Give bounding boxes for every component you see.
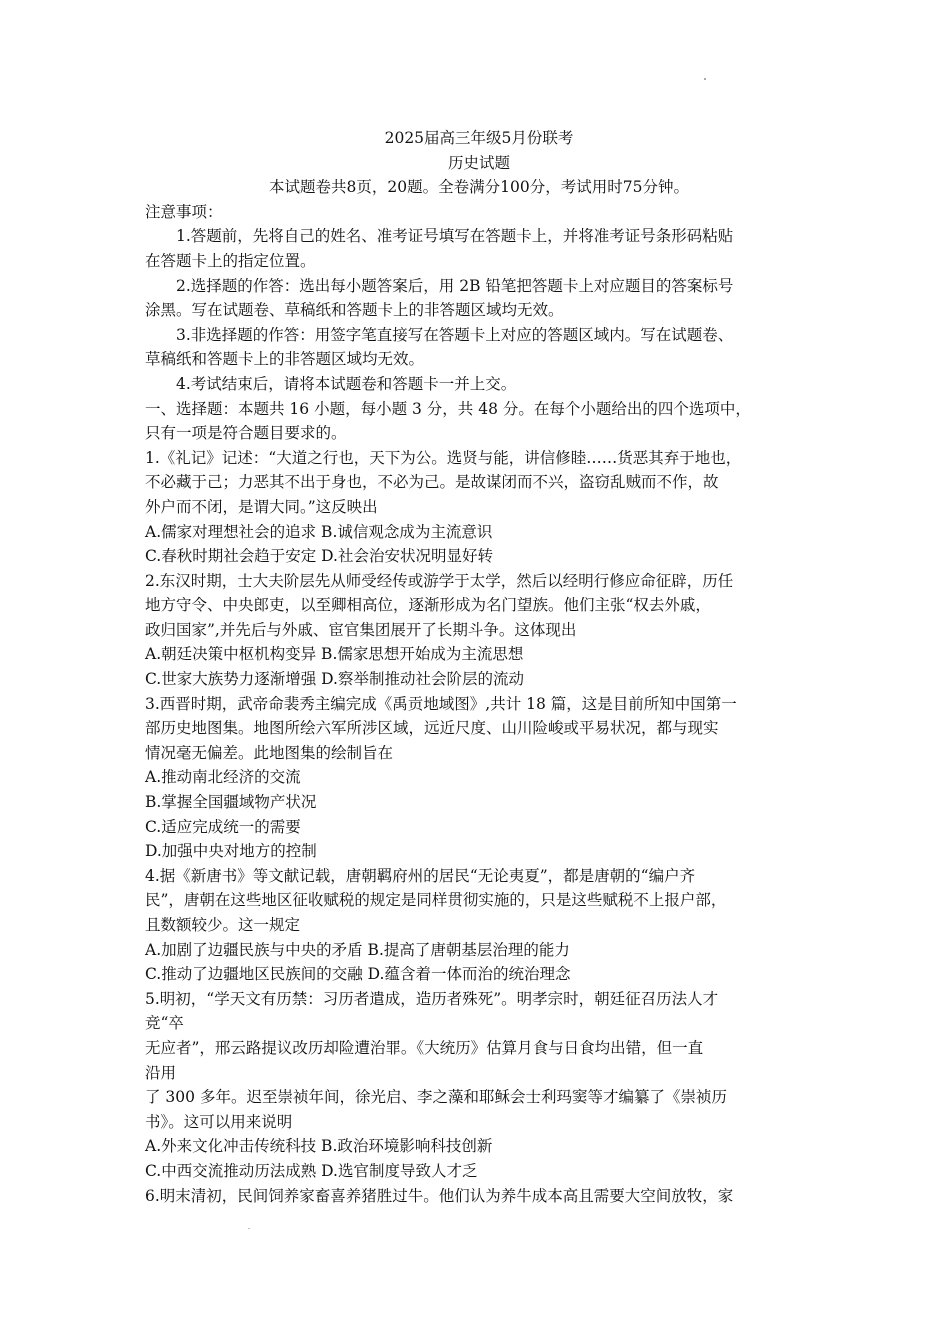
question-stem-line: 且数额较少。这一规定 [145,916,301,934]
question-stem-line: 3.西晋时期，武帝命裴秀主编完成《禹贡地域图》,共计 18 篇，这是目前所知中国第一 [145,694,737,713]
option-line: A.推动南北经济的交流 [145,768,301,787]
question-stem-line: 1.《礼记》记述：“大道之行也，天下为公。选贤与能，讲信修睦……货恶其弃于地也， [145,448,742,467]
question-stem-line: 了 300 多年。迟至崇祯年间，徐光启、李之藻和耶稣会士利玛窦等才编纂了《崇祯历 [145,1088,727,1107]
question-stem-line: 部历史地图集。地图所绘六军所涉区域，远近尺度、山川险峻或平易状况，都与现实 [145,719,719,738]
speck-mark [248,1228,250,1229]
question-4 [145,864,813,987]
option-line: A.外来文化冲击传统科技 B.政治环境影响科技创新 [145,1137,493,1156]
notice-item-4 [145,372,813,397]
option-line: C.世家大族势力逐渐增强 D.察举制推动社会阶层的流动 [145,670,524,689]
notice-item-1 [145,224,813,273]
notice-line: 2.选择题的作答：选出每小题答案后，用 2B 铅笔把答题卡上对应题目的答案标号 [176,276,734,295]
question-stem-line: 2.东汉时期，士大夫阶层先从师受经传或游学于太学，然后以经明行修应命征辟，历任 [145,571,734,590]
question-stem-line: 书》。这可以用来说明 [145,1112,293,1131]
section-line: 只有一项是符合题目要求的。 [145,424,347,443]
notice-line: 4.考试结束后，请将本试题卷和答题卡一并上交。 [176,374,517,393]
question-stem-line: 4.据《新唐书》等文献记载，唐朝羁府州的居民“无论夷夏”，都是唐朝的“编户齐 [145,866,696,885]
question-1 [145,446,813,569]
question-stem-line: 沿用 [145,1063,177,1082]
notice-heading: 注意事项： [145,202,223,221]
option-line: C.中西交流推动历法成熟 D.选官制度导致人才乏 [145,1161,478,1180]
notice-line: 草稿纸和答题卡上的非答题区域均无效。 [145,350,425,369]
question-2 [145,569,813,692]
exam-info: 本试题卷共8页，20题。全卷满分100分，考试用时75分钟。 [269,178,689,197]
option-line: A.朝廷决策中枢机构变异 B.儒家思想开始成为主流思想 [145,645,524,664]
exam-title: 2025届高三年级5月份联考 [384,129,574,147]
question-stem-line: 情况毫无偏差。此地图集的绘制旨在 [145,743,394,762]
option-line: C.推动了边疆地区民族间的交融 D.蕴含着一体而治的统治理念 [145,965,571,984]
option-line: A.加剧了边疆民族与中央的矛盾 B.提高了唐朝基层治理的能力 [145,940,570,959]
notice-line: 在答题卡上的指定位置。 [145,251,316,270]
question-stem-line: 外户而不闭，是谓大同。”这反映出 [145,497,378,516]
question-3 [145,692,813,864]
option-line: A.儒家对理想社会的追求 B.诚信观念成为主流意识 [145,522,493,541]
question-6 [145,1184,813,1209]
section-line: 一、选择题：本题共 16 小题，每小题 3 分，共 48 分。在每个小题给出的四个选项中， [145,399,751,418]
option-line: C.春秋时期社会趋于安定 D.社会治安状况明显好转 [145,547,493,566]
question-stem-line: 无应者”，邢云路提议改历却险遭治罪。《大统历》估算月食与日食均出错，但一直 [145,1038,704,1057]
question-stem-line: 6.明末清初，民间饲养家畜喜养猪胜过牛。他们认为养牛成本高且需要大空间放牧，家 [145,1186,734,1205]
notice-line: 1.答题前，先将自己的姓名、准考证号填写在答题卡上，并将准考证号条形码粘贴 [176,227,734,246]
speck-mark [704,78,706,80]
option-line: B.掌握全国疆域物产状况 [145,793,317,812]
question-stem-line: 民”，唐朝在这些地区征收赋税的规定是同样贯彻实施的，只是这些赋税不上报户部， [145,891,727,910]
notice-item-3 [145,323,813,372]
section-heading [145,397,813,446]
option-line: D.加强中央对地方的控制 [145,842,317,861]
question-stem-line: 政归国家”,并先后与外戚、宦官集团展开了长期斗争。这体现出 [145,620,577,639]
notice-line: 涂黑。写在试题卷、草稿纸和答题卡上的非答题区域均无效。 [145,301,564,320]
exam-subject: 历史试题 [447,153,510,172]
question-stem-line: 竞“卒 [145,1014,184,1033]
question-5 [145,987,813,1184]
notice-item-2 [145,274,813,323]
exam-page [145,126,813,1208]
notice-line: 3.非选择题的作答：用签字笔直接写在答题卡上对应的答题区域内。写在试题卷、 [176,325,734,344]
question-stem-line: 5.明初，“学天文有历禁：习历者遣成，造历者殊死”。明孝宗时，朝廷征召历法人才 [145,989,719,1008]
question-stem-line: 地方守令、中央郎吏，以至卿相高位，逐渐形成为名门望族。他们主张“权去外戚， [145,596,711,615]
question-stem-line: 不必藏于己；力恶其不出于身也，不必为己。是故谋闭而不兴，盗窃乱贼而不作，故 [145,473,719,492]
option-line: C.适应完成统一的需要 [145,817,301,836]
